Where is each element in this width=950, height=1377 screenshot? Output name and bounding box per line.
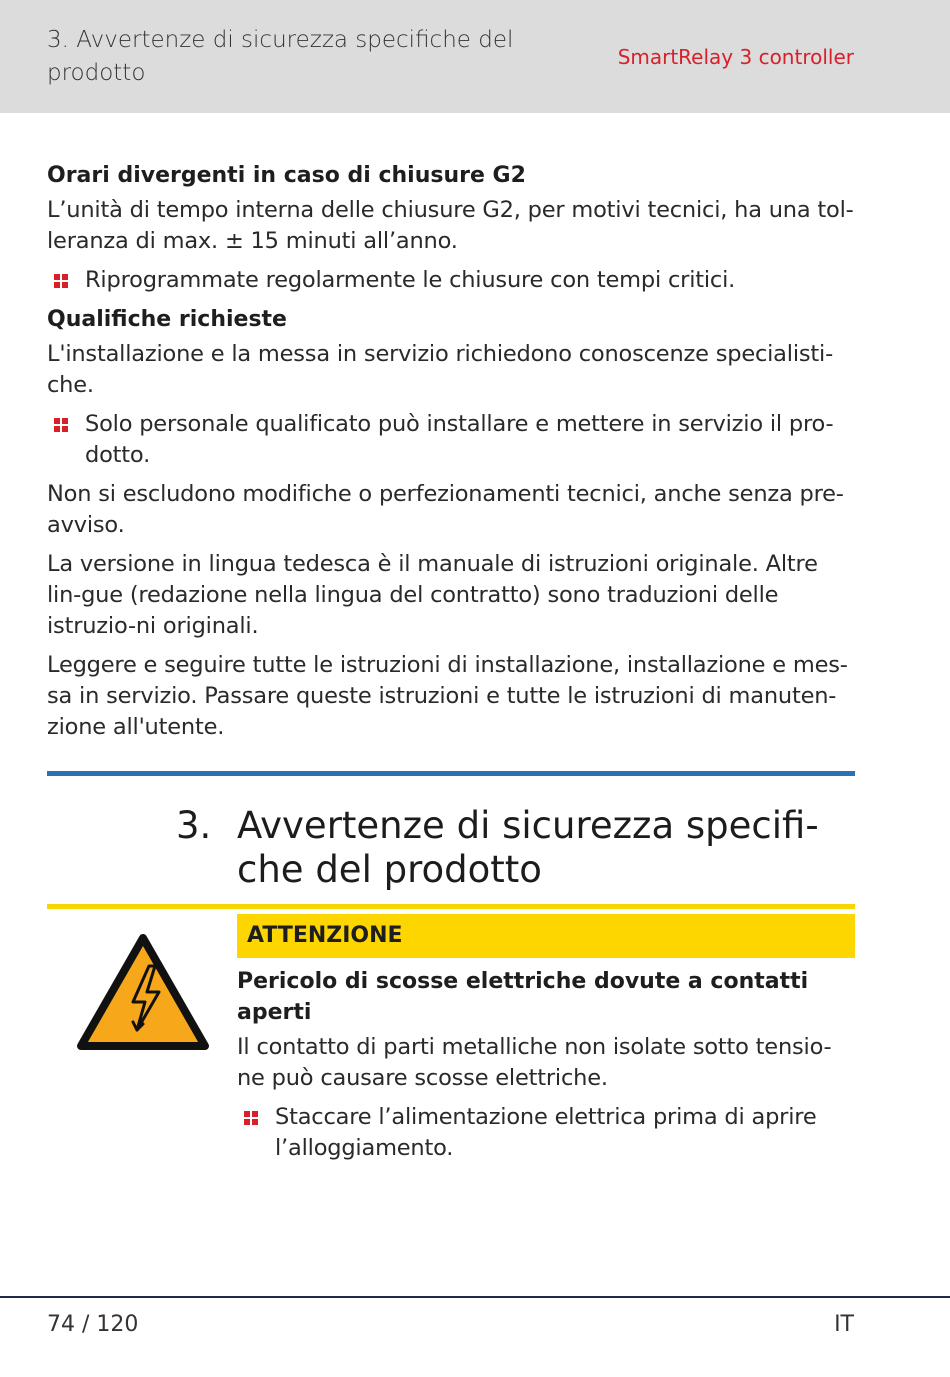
footer-divider — [0, 1296, 950, 1298]
warning-content — [237, 966, 855, 1172]
bullet-icon — [54, 274, 68, 288]
bullet-text: Solo personale qualificato può installare e mettere in servizio il pro-dotto. — [85, 411, 834, 468]
warning-bullet — [237, 1102, 855, 1164]
warning-text: Il contatto di parti metalliche non isolate sotto tensio-ne può causare scosse elettriche. — [237, 1034, 832, 1091]
bullet-reprogram — [47, 265, 857, 296]
language-code: IT — [834, 1312, 854, 1337]
paragraph-language: La versione in lingua tedesca è il manuale di istruzioni originale. Altre lin-gue (redazione nella lingua del contratto) sono traduzioni delle istruzio-ni originali. — [47, 551, 818, 639]
warning-label-bar — [237, 914, 855, 958]
paragraph-qualifications: L'installazione e la messa in servizio richiedono conoscenze specialisti-che. — [47, 341, 833, 398]
bullet-qualified-staff — [47, 409, 857, 471]
bullet-icon — [244, 1111, 258, 1125]
section-divider-blue — [47, 771, 855, 776]
subheading-g2-times: Orari divergenti in caso di chiusure G2 — [47, 163, 526, 188]
bullet-text: Riprogrammate regolarmente le chiusure con tempi critici. — [85, 267, 736, 293]
header-product-name: SmartRelay 3 controller — [617, 45, 854, 69]
header-section-title: 3. Avvertenze di sicurezza specifiche del prodotto — [47, 27, 514, 86]
warning-divider-yellow — [47, 904, 855, 909]
bullet-text: Staccare l’alimentazione elettrica prima di aprire l’alloggiamento. — [275, 1104, 817, 1161]
paragraph-g2-tolerance: L’unità di tempo interna delle chiusure G2, per motivi tecnici, ha una tol-leranza di max. ± 15 minuti all’anno. — [47, 197, 854, 254]
page-header — [0, 0, 950, 113]
warning-heading: Pericolo di scosse elettriche dovute a contatti aperti — [237, 969, 809, 1025]
chapter-number: 3. — [176, 804, 212, 847]
page-number: 74 / 120 — [47, 1312, 139, 1337]
high-voltage-warning-icon — [75, 932, 211, 1054]
main-content — [47, 160, 857, 751]
subheading-qualifications: Qualifiche richieste — [47, 307, 287, 332]
chapter-title: Avvertenze di sicurezza specifi-che del prodotto — [237, 804, 819, 891]
paragraph-changes: Non si escludono modifiche o perfezionamenti tecnici, anche senza pre-avviso. — [47, 481, 844, 538]
paragraph-instructions: Leggere e seguire tutte le istruzioni di installazione, installazione e mes-sa in servizio. Passare queste istruzioni e tutte le istruzioni di manuten-zione all'utente. — [47, 652, 848, 740]
bullet-icon — [54, 418, 68, 432]
warning-label: ATTENZIONE — [247, 923, 403, 948]
